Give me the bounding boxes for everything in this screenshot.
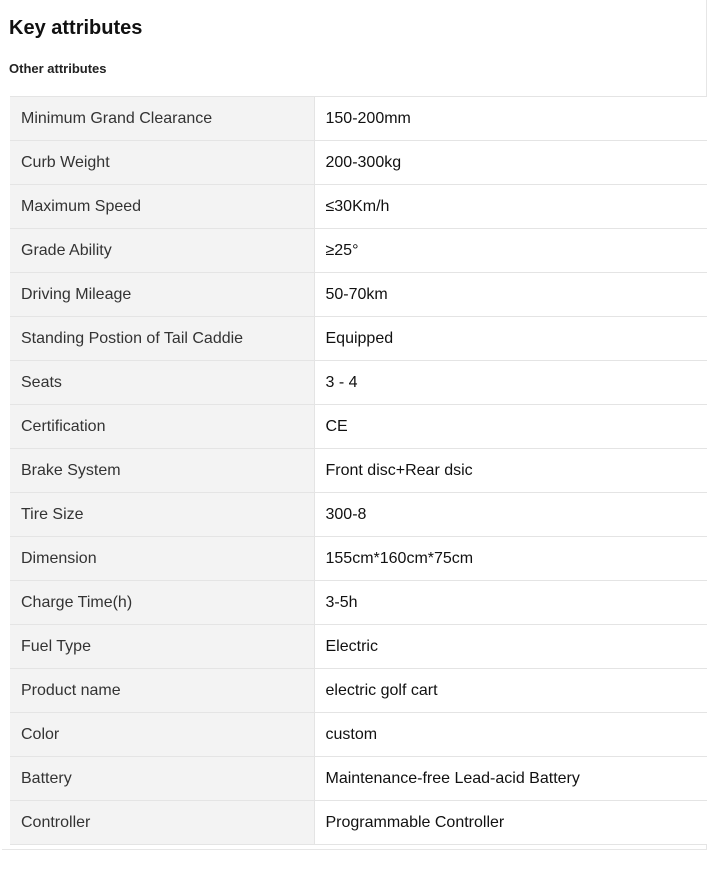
attribute-value: 155cm*160cm*75cm: [314, 537, 707, 581]
attribute-label: Minimum Grand Clearance: [10, 97, 314, 141]
attribute-value: Maintenance-free Lead-acid Battery: [314, 757, 707, 801]
attribute-row: [10, 97, 707, 141]
attribute-label: Brake System: [10, 449, 314, 493]
attribute-label: Seats: [10, 361, 314, 405]
attribute-label: Certification: [10, 405, 314, 449]
attribute-value: CE: [314, 405, 707, 449]
attribute-row: [10, 185, 707, 229]
attribute-value: Equipped: [314, 317, 707, 361]
attribute-label: Curb Weight: [10, 141, 314, 185]
attribute-row: [10, 449, 707, 493]
attribute-row: [10, 229, 707, 273]
attribute-value: 150-200mm: [314, 97, 707, 141]
attribute-value: ≤30Km/h: [314, 185, 707, 229]
attribute-row: [10, 273, 707, 317]
attribute-value: custom: [314, 713, 707, 757]
attributes-table-body: [10, 97, 707, 845]
attribute-row: [10, 713, 707, 757]
attribute-label: Tire Size: [10, 493, 314, 537]
attribute-label: Color: [10, 713, 314, 757]
attribute-row: [10, 757, 707, 801]
attribute-row: [10, 141, 707, 185]
attribute-value: Electric: [314, 625, 707, 669]
attribute-row: [10, 537, 707, 581]
attribute-row: [10, 405, 707, 449]
attributes-table: [10, 96, 707, 845]
attribute-value: ≥25°: [314, 229, 707, 273]
attribute-label: Dimension: [10, 537, 314, 581]
attribute-label: Controller: [10, 801, 314, 845]
attribute-row: [10, 801, 707, 845]
attribute-value: electric golf cart: [314, 669, 707, 713]
attribute-value: 3 - 4: [314, 361, 707, 405]
attribute-value: 300-8: [314, 493, 707, 537]
attribute-row: [10, 669, 707, 713]
attribute-label: Product name: [10, 669, 314, 713]
section-title: Key attributes: [9, 17, 143, 39]
attribute-row: [10, 317, 707, 361]
attribute-row: [10, 493, 707, 537]
attribute-label: Standing Postion of Tail Caddie: [10, 317, 314, 361]
key-attributes-panel: [2, 0, 707, 850]
attribute-label: Battery: [10, 757, 314, 801]
attribute-value: Front disc+Rear dsic: [314, 449, 707, 493]
attribute-row: [10, 361, 707, 405]
attribute-value: 200-300kg: [314, 141, 707, 185]
attribute-value: 3-5h: [314, 581, 707, 625]
section-subtitle: Other attributes: [9, 61, 107, 76]
attribute-value: 50-70km: [314, 273, 707, 317]
attribute-label: Grade Ability: [10, 229, 314, 273]
attribute-row: [10, 625, 707, 669]
attribute-label: Charge Time(h): [10, 581, 314, 625]
attribute-value: Programmable Controller: [314, 801, 707, 845]
attribute-label: Driving Mileage: [10, 273, 314, 317]
attribute-label: Maximum Speed: [10, 185, 314, 229]
attribute-row: [10, 581, 707, 625]
attribute-label: Fuel Type: [10, 625, 314, 669]
